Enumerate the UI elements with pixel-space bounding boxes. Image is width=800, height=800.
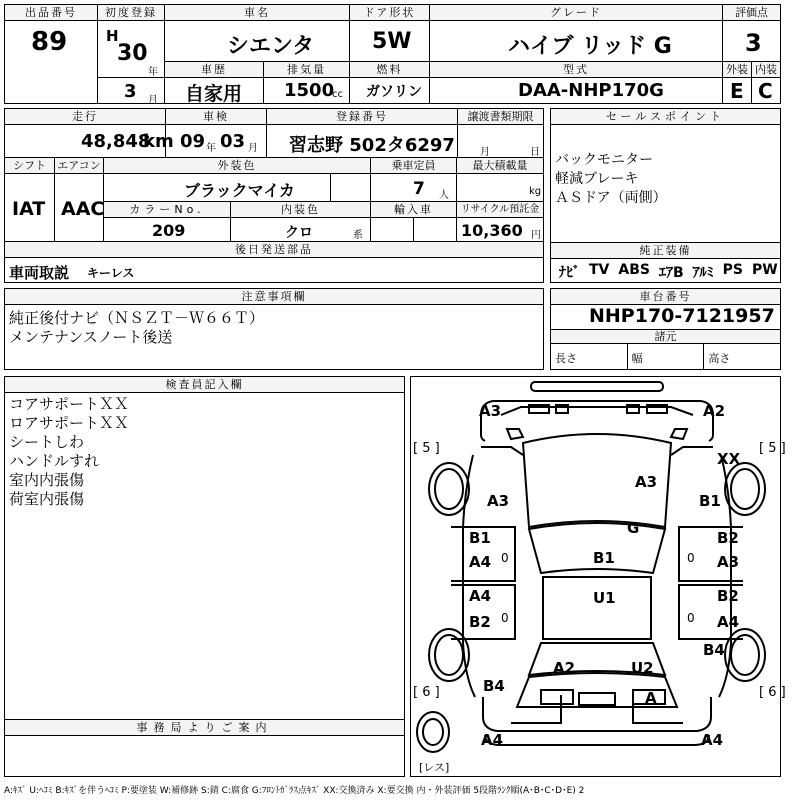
color-number: 209 — [152, 221, 186, 240]
damage-mark: XX — [717, 450, 741, 468]
grade: ハイブ リッド G — [508, 34, 672, 59]
reg-year-unit: 年 — [148, 67, 158, 78]
damage-mark: A3 — [487, 492, 510, 510]
interior-grade-label: 内装 — [752, 62, 780, 78]
damage-mark: 0 — [687, 551, 695, 565]
first-registration-label: 初度登録 — [98, 5, 164, 21]
inspection-label: 車検 — [166, 109, 266, 125]
later-parts-cell — [4, 241, 544, 283]
shift: IAT — [12, 198, 46, 220]
damage-mark: U1 — [593, 589, 616, 607]
spec-height: 高さ — [708, 352, 731, 365]
car-name-cell — [164, 4, 350, 62]
car-name: シエンタ — [227, 34, 315, 59]
sales-point-label: セールスポイント — [551, 109, 780, 125]
equipment-cell — [550, 242, 781, 283]
note-item: 純正後付ナビ（ＮＳＺＴ－Ｗ６６Ｔ） — [9, 309, 265, 327]
air-conditioner: AAC — [61, 198, 105, 220]
lot-number-label: 出品番号 — [5, 5, 97, 21]
grade-cell — [429, 4, 723, 62]
notes-cell — [4, 288, 544, 370]
equip-navi: ﾅﾋﾞ — [559, 265, 580, 281]
spec-length: 長さ — [551, 344, 628, 369]
displacement-cell — [263, 61, 350, 104]
equip-ps: PS — [722, 262, 743, 278]
transfer-label: 譲渡書類期限 — [458, 109, 543, 125]
door-label: ドア形状 — [350, 5, 429, 21]
exterior-grade-label: 外装 — [723, 62, 751, 78]
damage-mark: A3 — [717, 553, 740, 571]
damage-mark: B1 — [469, 529, 491, 547]
reg-month-unit: 月 — [148, 95, 158, 106]
later-parts-label: 後日発送部品 — [5, 242, 543, 258]
sales-point-item: 軽減ブレーキ — [555, 171, 639, 187]
inspector-item: ロアサポートＸＸ — [9, 414, 130, 432]
damage-mark: A3 — [479, 402, 502, 420]
notes-label: 注意事項欄 — [5, 289, 543, 305]
fuel: ガソリン — [366, 84, 422, 100]
chassis-label: 車台番号 — [551, 289, 780, 305]
shift-cell — [4, 157, 55, 242]
damage-mark: A4 — [469, 587, 492, 605]
damage-mark: A — [645, 689, 657, 707]
plate-cell — [266, 108, 458, 158]
equip-abs: ABS — [618, 262, 650, 278]
recycle-label: リサイクル預託金 — [457, 202, 543, 218]
inspection-month-unit: 月 — [248, 143, 258, 154]
tire-rear-right: [ 6 ] — [759, 685, 786, 700]
spare-tire: [レス] — [419, 761, 450, 774]
interior-color-cell — [230, 201, 371, 242]
later-parts-small: キーレス — [87, 266, 135, 280]
color-cell — [103, 157, 371, 202]
damage-mark: 0 — [687, 611, 695, 625]
capacity-unit: 人 — [439, 190, 449, 201]
equipment-label: 純正装備 — [551, 243, 780, 259]
interior-color-unit: 系 — [353, 230, 363, 241]
inspector-item: コアサポートＸＸ — [9, 395, 130, 413]
office-label: 事務局よりご案内 — [5, 720, 404, 736]
chassis-cell — [550, 288, 781, 370]
transfer-cell — [457, 108, 544, 158]
car-diagram — [410, 376, 786, 777]
history: 自家用 — [185, 83, 243, 105]
recycle-cell — [456, 201, 544, 242]
inspector-item: シートしわ — [9, 433, 85, 451]
damage-mark: B2 — [469, 613, 491, 631]
damage-mark: 0 — [501, 611, 509, 625]
inspector-item: 荷室内張傷 — [9, 490, 85, 508]
load-unit: kg — [529, 186, 542, 197]
lot-number: 89 — [31, 27, 68, 57]
model-cell — [429, 61, 723, 104]
capacity: 7 — [413, 179, 425, 199]
sales-point-item: バックモニター — [555, 152, 653, 168]
inspection-year-unit: 年 — [206, 143, 216, 154]
shift-label: シフト — [5, 158, 54, 174]
tire-rear-left: [ 6 ] — [413, 685, 440, 700]
exterior-grade-cell — [722, 61, 752, 104]
car-name-label: 車名 — [165, 5, 349, 21]
grade-label: グレード — [430, 5, 722, 21]
inspector-label: 検査員記入欄 — [5, 377, 404, 393]
history-label: 車歴 — [165, 62, 263, 78]
mileage-unit: km — [143, 131, 174, 152]
load-cell — [456, 157, 544, 202]
car-outline-svg — [411, 377, 782, 778]
era: H — [106, 27, 119, 45]
damage-mark: A2 — [553, 659, 576, 677]
damage-legend: A:ｷｽﾞ U:ﾍｺﾐ B:ｷｽﾞを伴うﾍｺﾐ P:要塗装 W:補修跡 S:錆 C:腐食 G:ﾌﾛﾝﾄｶﾞﾗｽ点ｷｽﾞ XX:交換済み X:要交換 内・外装評価 5段階ﾗﾝｸ順(A･B･C･D･E) 2 — [4, 786, 585, 796]
damage-mark: A4 — [701, 731, 724, 749]
inspector-cell — [4, 376, 405, 720]
capacity-label: 乗車定員 — [371, 158, 456, 174]
fuel-label: 燃料 — [350, 62, 429, 78]
damage-mark: B1 — [593, 549, 615, 567]
score-label: 評価点 — [723, 5, 780, 21]
color-label: 外装色 — [104, 158, 370, 174]
load-label: 最大積載量 — [457, 158, 543, 174]
reg-year: 30 — [117, 41, 148, 66]
damage-mark: B4 — [703, 641, 725, 659]
score-cell — [722, 4, 781, 62]
lot-number-cell — [4, 4, 98, 104]
damage-mark: U2 — [631, 659, 654, 677]
equip-alloy: ｱﾙﾐ — [692, 265, 714, 281]
inspection-year: 09 — [180, 131, 206, 152]
inspector-item: 室内内張傷 — [9, 471, 85, 489]
recycle-fee: 10,360 — [461, 221, 523, 240]
tire-front-right: [ 5 ] — [759, 441, 786, 456]
inspection-month: 03 — [220, 131, 246, 152]
interior-grade-cell — [751, 61, 781, 104]
inspection-cell — [165, 108, 267, 158]
displacement: 1500 — [284, 80, 335, 101]
damage-mark: B4 — [483, 677, 505, 695]
spec-width: 幅 — [628, 344, 705, 369]
damage-mark: G — [627, 519, 640, 537]
fuel-cell — [349, 61, 430, 104]
damage-mark: A4 — [469, 553, 492, 571]
exterior-grade: E — [730, 79, 744, 103]
sales-point-cell — [550, 108, 781, 243]
ac-cell — [54, 157, 104, 242]
color-number-cell — [103, 201, 231, 242]
plate-number: 習志野 502タ6297 — [289, 135, 455, 156]
displacement-label: 排気量 — [264, 62, 349, 78]
equip-pw: PW — [752, 262, 778, 278]
mileage: 48,848 — [81, 131, 151, 152]
later-parts: 車両取説 — [9, 264, 70, 282]
model-code: DAA-NHP170G — [518, 80, 664, 101]
interior-color-label: 内装色 — [231, 202, 370, 218]
equip-airbag: ｴｱB — [658, 265, 684, 281]
import-cell — [370, 201, 457, 242]
model-label: 型式 — [430, 62, 722, 78]
first-registration-cell — [97, 4, 165, 104]
interior-color: クロ — [285, 225, 313, 241]
damage-mark: A2 — [703, 402, 726, 420]
specs-label: 諸元 — [551, 329, 780, 344]
tire-front-left: [ 5 ] — [413, 441, 440, 456]
damage-mark: A4 — [481, 731, 504, 749]
interior-grade: C — [758, 79, 773, 103]
reg-month: 3 — [124, 81, 137, 102]
chassis-number: NHP170-7121957 — [589, 305, 775, 327]
recycle-unit: 円 — [531, 230, 541, 241]
office-cell — [4, 719, 405, 777]
damage-mark: B2 — [717, 587, 739, 605]
capacity-cell — [370, 157, 457, 202]
exterior-color: ブラックマイカ — [184, 181, 295, 200]
import-label: 輸入車 — [371, 202, 456, 218]
history-cell — [164, 61, 264, 104]
transfer-day: 日 — [530, 147, 540, 158]
mileage-label: 走行 — [5, 109, 165, 125]
note-item: メンテナンスノート後送 — [9, 328, 173, 346]
plate-label: 登録番号 — [267, 109, 457, 125]
transfer-month: 月 — [480, 147, 490, 158]
door-type: 5W — [372, 29, 412, 54]
damage-mark: B2 — [717, 529, 739, 547]
mileage-cell — [4, 108, 174, 158]
ac-label: エアコン — [55, 158, 103, 174]
inspector-item: ハンドルすれ — [9, 452, 100, 470]
damage-mark: A3 — [635, 473, 658, 491]
displacement-unit: cc — [332, 89, 343, 100]
color-number-label: カラーNo. — [104, 202, 230, 218]
damage-mark: A4 — [717, 613, 740, 631]
damage-mark: 0 — [501, 551, 509, 565]
equip-tv: TV — [589, 262, 610, 278]
damage-mark: B1 — [699, 492, 721, 510]
score: 3 — [745, 29, 762, 57]
door-cell — [349, 4, 430, 62]
sales-point-item: ＡＳドア（両側） — [555, 190, 667, 206]
